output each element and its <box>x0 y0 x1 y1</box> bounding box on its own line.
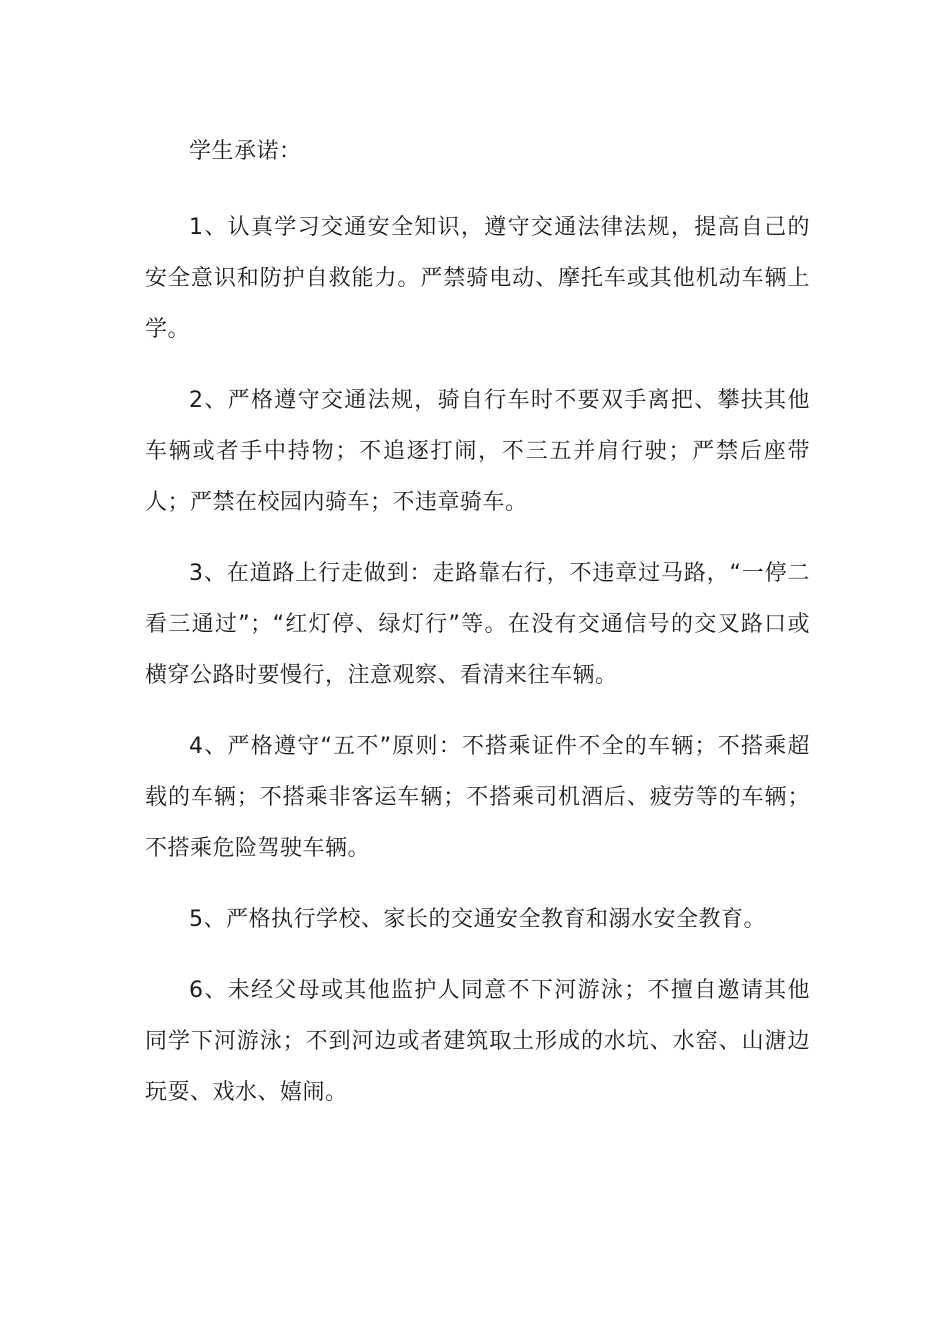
pledge-item-1: 1、认真学习交通安全知识，遵守交通法律法规，提高自己的安全意识和防护自救能力。严禁骑电动、摩托车或其他机动车辆上学。 <box>145 215 810 342</box>
pledge-item-5: 5、严格执行学校、家长的交通安全教育和溺水安全教育。 <box>189 907 766 932</box>
pledge-item-2: 2、严格遵守交通法规，骑自行车时不要双手离把、攀扶其他车辆或者手中持物；不追逐打闹，不三五并肩行驶；严禁后座带人；严禁在校园内骑车；不违章骑车。 <box>145 388 810 515</box>
section-heading: 学生承诺： <box>189 139 302 164</box>
pledge-item-4: 4、严格遵守“五不”原则：不搭乘证件不全的车辆；不搭乘超载的车辆；不搭乘非客运车辆；不搭乘司机酒后、疲劳等的车辆；不搭乘危险驾驶车辆。 <box>145 734 810 861</box>
pledge-item-6: 6、未经父母或其他监护人同意不下河游泳；不擅自邀请其他同学下河游泳；不到河边或者建筑取土形成的水坑、水窑、山溏边玩耍、戏水、嬉闹。 <box>145 978 810 1105</box>
pledge-item-3: 3、在道路上行走做到：走路靠右行，不违章过马路，“一停二看三通过”；“红灯停、绿灯行”等。在没有交通信号的交叉路口或横穿公路时要慢行，注意观察、看清来往车辆。 <box>145 561 810 688</box>
document-body <box>145 127 810 1138</box>
